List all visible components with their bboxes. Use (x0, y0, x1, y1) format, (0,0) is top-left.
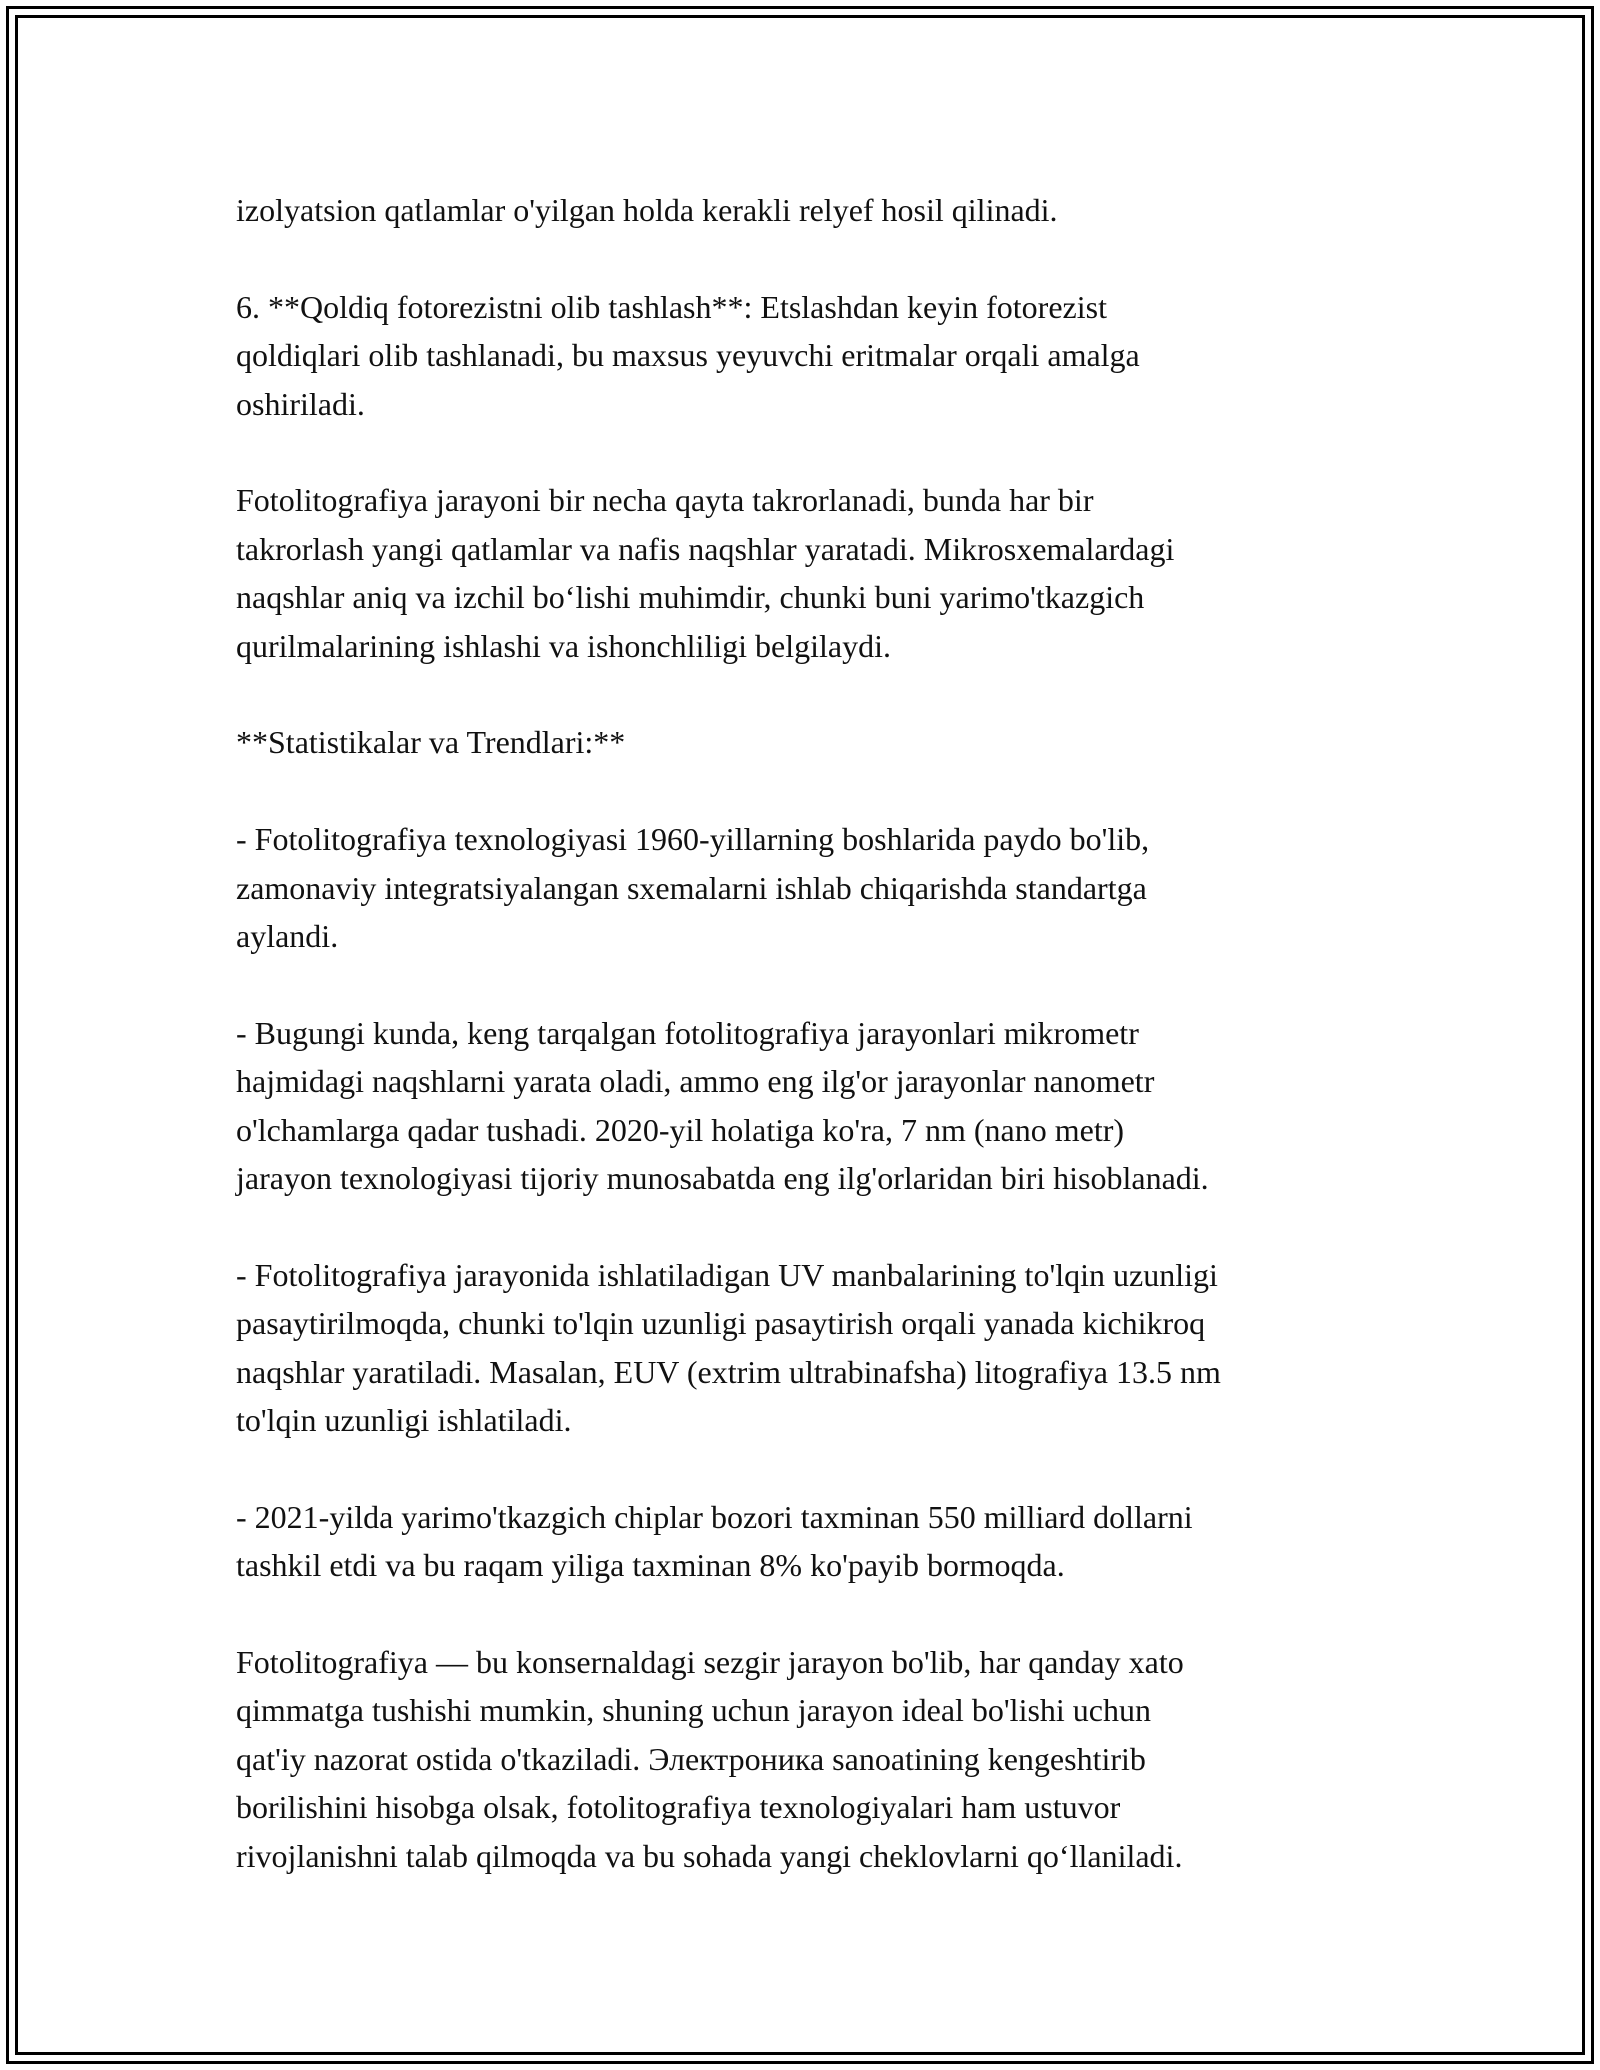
bullet-history: - Fotolitografiya texnologiyasi 1960-yillarning boshlarida paydo bo'lib, zamonaviy integratsiyalangan sxemalarni ishlab chiqarishda standartga aylandi. (236, 821, 1150, 955)
statistics-heading: **Statistikalar va Trendlari:** (236, 724, 626, 761)
bullet-feature-size: - Bugungi kunda, keng tarqalgan fotolitografiya jarayonlari mikrometr hajmidagi naqshlarni yarata oladi, ammo eng ilg'or jarayonlar nanometr o'lchamlarga qadar tushadi. 2020-yil holatiga ko'ra, 7 nm (nano metr) jarayon texnologiyasi tijoriy munosabatda eng ilg'orlaridan biri hisoblanadi. (236, 1014, 1209, 1197)
paragraph-process-repetition: Fotolitografiya jarayoni bir necha qayta takrorlanadi, bunda har bir takrorlash yangi qatlamlar va nafis naqshlar yaratadi. Mikrosxemalardagi naqshlar aniq va izchil bo‘lishi muhimdir, chunki buni yarimo'tkazgich qurilmalarining ishlashi va ishonchliligi belgilaydi. (236, 482, 1175, 664)
bullet-uv-wavelength: - Fotolitografiya jarayonida ishlatiladigan UV manbalarining to'lqin uzunligi pasaytirilmoqda, chunki to'lqin uzunligi pasaytirish orqali yanada kichikroq naqshlar yaratiladi. Masalan, EUV (extrim ultrabinafsha) litografiya 13.5 nm to'lqin uzunligi ishlatiladi. (236, 1256, 1221, 1439)
document-body (236, 186, 1376, 1928)
paragraph-step-6-residual-photoresist: 6. **Qoldiq fotorezistni olib tashlash**: Etslashdan keyin fotorezist qoldiqlari olib tashlanadi, bu maxsus yeyuvchi eritmalar orqali amalga oshiriladi. (236, 288, 1140, 422)
paragraph-conclusion: Fotolitografiya — bu konsernaldagi sezgir jarayon bo'lib, har qanday xato qimmatga tushishi mumkin, shuning uchun jarayon ideal bo'lishi uchun qat'iy nazorat ostida o'tkaziladi. Электроника sanoatining kengeshtirib borilishini hisobga olsak, fotolitografiya texnologiyalari ham ustuvor rivojlanishni talab qilmoqda va bu sohada yangi cheklovlarni qo‘llaniladi. (236, 1644, 1184, 1874)
paragraph-relief: izolyatsion qatlamlar o'yilgan holda kerakli relyef hosil qilinadi. (236, 192, 1058, 228)
bullet-market: - 2021-yilda yarimo'tkazgich chiplar bozori taxminan 550 milliard dollarni tashkil etdi va bu raqam yiliga taxminan 8% ko'payib bormoqda. (236, 1498, 1193, 1584)
